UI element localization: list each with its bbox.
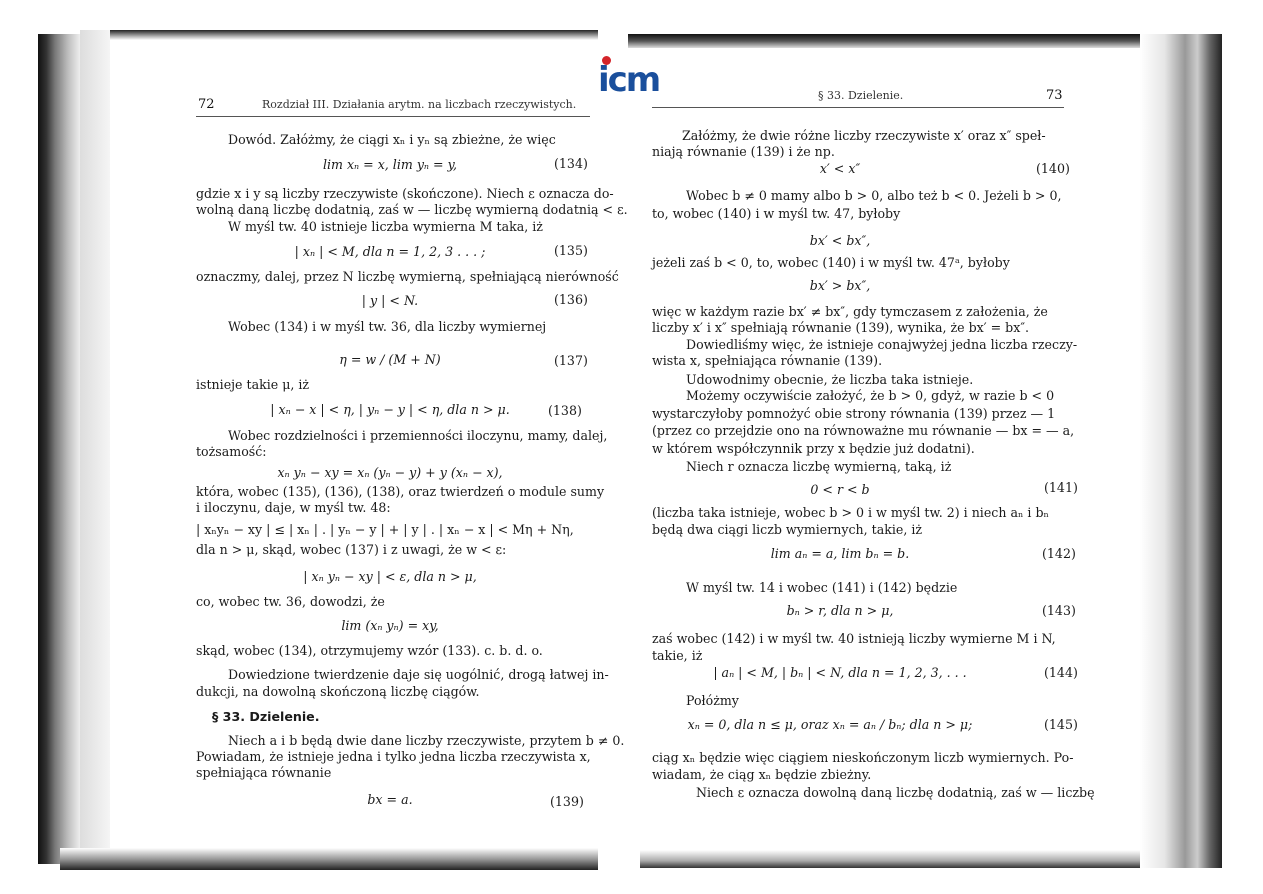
right-equation-number: (141) (1044, 480, 1078, 495)
left-text-line: | xₙ − x | < η, | yₙ − y | < η, dla n > μ. (270, 402, 510, 417)
right-text-line: bx′ > bx″, (809, 278, 871, 293)
left-text-line: lim (xₙ yₙ) = xy, (341, 618, 439, 633)
right-equation-number: (142) (1042, 546, 1076, 561)
right-text-line: to, wobec (140) i w myśl tw. 47, byłoby (652, 206, 901, 221)
right-text-line: liczby x′ i x″ spełniają równanie (139), wynika, że bx′ = bx″. (652, 320, 1030, 335)
left-equation-number: (135) (554, 243, 588, 258)
left-text-line: spełniająca równanie (196, 765, 332, 780)
left-text-line: oznaczmy, dalej, przez N liczbę wymierną, spełniającą nierówność (196, 269, 619, 284)
left-text-line: bx = a. (367, 792, 413, 807)
right-text-line: takie, iż (652, 648, 703, 663)
left-page-number: 72 (198, 97, 215, 112)
left-text-line: W myśl tw. 40 istnieje liczba wymierna M taka, iż (228, 219, 543, 234)
right-text-line: x′ < x″ (819, 161, 861, 176)
left-equation-number: (137) (554, 353, 588, 368)
right-text-line: Połóżmy (686, 693, 739, 708)
right-text-line: zaś wobec (142) i w myśl tw. 40 istnieją liczby wymierne M i N, (652, 631, 1056, 646)
scan-shadow-top-left (110, 30, 598, 40)
left-text-line: która, wobec (135), (136), (138), oraz twierdzeń o module sumy (196, 484, 605, 499)
left-text-line: i iloczynu, daje, w myśl tw. 48: (196, 500, 391, 515)
left-equation-number: (134) (554, 156, 588, 171)
right-running-head: § 33. Dzielenie. (818, 89, 904, 102)
left-text-line: gdzie x i y są liczby rzeczywiste (skończone). Niech ε oznacza do- (196, 186, 614, 201)
right-equation-number: (140) (1036, 161, 1070, 176)
scan-shadow-right (1140, 34, 1222, 868)
left-text-line: istnieje takie μ, iż (196, 377, 310, 392)
right-text-line: Niech r oznacza liczbę wymierną, taką, iż (686, 459, 952, 474)
right-text-line: wiadam, że ciąg xₙ będzie zbieżny. (652, 767, 872, 782)
right-equation-number: (144) (1044, 665, 1078, 680)
left-text-line: | xₙ | < M, dla n = 1, 2, 3 . . . ; (294, 244, 486, 259)
right-text-line: bx′ < bx″, (809, 233, 871, 248)
right-text-line: niają równanie (139) i że np. (652, 144, 835, 159)
right-text-line: lim aₙ = a, lim bₙ = b. (770, 546, 910, 561)
left-text-line: § 33. Dzielenie. (212, 709, 320, 724)
right-text-line: | aₙ | < M, | bₙ | < N, dla n = 1, 2, 3, . . . (713, 665, 967, 680)
scan-shadow-top-right (628, 34, 1222, 48)
scan-shadow-bottom-right (640, 850, 1140, 868)
scan-shadow-left (38, 34, 80, 864)
right-equation-number: (145) (1044, 717, 1078, 732)
right-text-line: Możemy oczywiście założyć, że b > 0, gdyż, w razie b < 0 (686, 388, 1055, 403)
left-text-line: Dowiedzione twierdzenie daje się uogólnić, drogą łatwej in- (228, 667, 609, 682)
right-text-line: wystarczyłoby pomnożyć obie strony równania (139) przez — 1 (652, 406, 1056, 421)
left-text-line: η = w / (M + N) (339, 352, 441, 367)
left-text-line: Powiadam, że istnieje jedna i tylko jedna liczba rzeczywista x, (196, 749, 591, 764)
right-text-line: w którem współczynnik przy x będzie już dodatni). (652, 441, 975, 456)
left-text-line: Wobec (134) i w myśl tw. 36, dla liczby wymiernej (228, 319, 547, 334)
page-curl-left (80, 30, 110, 870)
left-equation-number: (138) (548, 403, 582, 418)
left-text-line: dla n > μ, skąd, wobec (137) i z uwagi, że w < ε: (196, 542, 507, 557)
logo-text: icm (598, 60, 660, 100)
left-text-line: Dowód. Załóżmy, że ciągi xₙ i yₙ są zbieżne, że więc (228, 132, 556, 147)
right-text-line: xₙ = 0, dla n ≤ μ, oraz xₙ = aₙ / bₙ; dla n > μ; (687, 717, 973, 732)
left-equation-number: (139) (550, 794, 584, 809)
right-page-number: 73 (1046, 88, 1063, 103)
right-text-line: (przez co przejdzie ono na równoważne mu równanie — bx = — a, (652, 423, 1075, 438)
right-text-line: (liczba taka istnieje, wobec b > 0 i w myśl tw. 2) i niech aₙ i bₙ (652, 505, 1049, 520)
left-text-line: tożsamość: (196, 444, 267, 459)
right-text-line: jeżeli zaś b < 0, to, wobec (140) i w myśl tw. 47ᵃ, byłoby (652, 255, 1010, 270)
right-text-line: więc w każdym razie bx′ ≠ bx″, gdy tymczasem z założenia, że (652, 304, 1048, 319)
right-equation-number: (143) (1042, 603, 1076, 618)
right-text-line: wista x, spełniająca równanie (139). (652, 353, 883, 368)
left-text-line: lim xₙ = x, lim yₙ = y, (322, 157, 458, 172)
left-header-rule (196, 116, 590, 117)
right-text-line: Wobec b ≠ 0 mamy albo b > 0, albo też b < 0. Jeżeli b > 0, (686, 188, 1062, 203)
icm-logo (596, 58, 666, 100)
left-text-line: skąd, wobec (134), otrzymujemy wzór (133). c. b. d. o. (196, 643, 543, 658)
left-running-head: Rozdział III. Działania arytm. na liczbach rzeczywistych. (262, 98, 577, 111)
left-text-line: xₙ yₙ − xy = xₙ (yₙ − y) + y (xₙ − x), (277, 465, 503, 480)
right-text-line: Załóżmy, że dwie różne liczby rzeczywiste x′ oraz x″ speł- (682, 128, 1046, 143)
right-text-line: Udowodnimy obecnie, że liczba taka istnieje. (686, 372, 974, 387)
right-text-line: bₙ > r, dla n > μ, (786, 603, 894, 618)
right-text-line: Dowiedliśmy więc, że istnieje conajwyżej jedna liczba rzeczy- (686, 337, 1078, 352)
left-text-line: Wobec rozdzielności i przemienności iloczynu, mamy, dalej, (228, 428, 608, 443)
right-text-line: będą dwa ciągi liczb wymiernych, takie, iż (652, 522, 923, 537)
left-equation-number: (136) (554, 292, 588, 307)
left-text-line: dukcji, na dowolną skończoną liczbę ciągów. (196, 684, 480, 699)
scan-shadow-bottom-left (60, 848, 598, 870)
left-text-line: | xₙ yₙ − xy | < ε, dla n > μ, (303, 569, 477, 584)
left-text-line: | y | < N. (361, 293, 419, 308)
left-text-line: co, wobec tw. 36, dowodzi, że (196, 594, 385, 609)
left-text-line: Niech a i b będą dwie dane liczby rzeczywiste, przytem b ≠ 0. (228, 733, 625, 748)
right-text-line: 0 < r < b (810, 482, 870, 497)
left-text-line: wolną daną liczbę dodatnią, zaś w — liczbę wymierną dodatnią < ε. (196, 202, 628, 217)
right-text-line: ciąg xₙ będzie więc ciągiem nieskończonym liczb wymiernych. Po- (652, 750, 1074, 765)
right-header-rule (652, 107, 1064, 108)
right-text-line: Niech ε oznacza dowolną daną liczbę dodatnią, zaś w — liczbę (696, 785, 1095, 800)
right-text-line: W myśl tw. 14 i wobec (141) i (142) będzie (686, 580, 958, 595)
left-text-line: | xₙyₙ − xy | ≤ | xₙ | . | yₙ − y | + | y | . | xₙ − x | < Mη + Nη, (196, 522, 574, 537)
